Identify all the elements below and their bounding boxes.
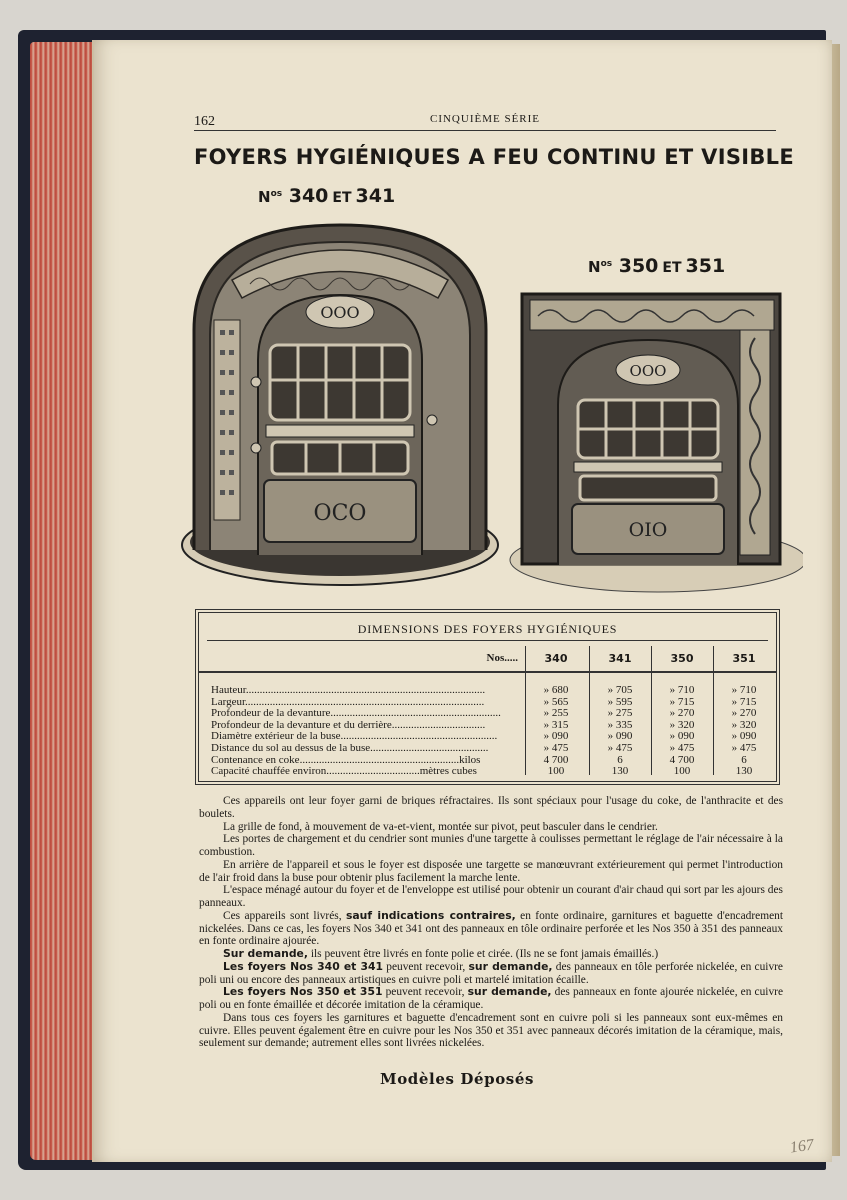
paragraph-text: La grille de fond, à mouvement de va-et-vient, montée sur pivot, peut basculer dans le cendrier.: [223, 820, 658, 833]
page-title: FOYERS HYGIÉNIQUES A FEU CONTINU ET VISIBLE: [194, 145, 795, 169]
svg-text:OOO: OOO: [629, 362, 667, 380]
table-cell: 100: [547, 765, 565, 778]
paragraph: [199, 910, 783, 948]
paragraph: [199, 821, 783, 834]
section-title: CINQUIÈME SÉRIE: [429, 113, 541, 125]
paragraph: [199, 986, 783, 1012]
table-cell: » 705: [607, 684, 633, 696]
model-label-350-351: $N^{os}$ 350 ET 351: [588, 255, 726, 277]
handwritten-page-number: 167: [788, 1136, 815, 1157]
paragraph: [199, 884, 783, 910]
table-title: DIMENSIONS DES FOYERS HYGIÉNIQUES: [357, 622, 618, 636]
table-cell: » 090: [543, 730, 569, 743]
column-header: 351: [732, 652, 756, 665]
model-label-340-341: $N^{os}$ 340 ET 341: [258, 185, 396, 207]
table-cell: 6: [617, 753, 623, 766]
table-cell: » 595: [607, 695, 633, 708]
paragraph-text: Ces appareils sont livrés,: [223, 909, 346, 922]
table-cell: » 090: [669, 730, 695, 743]
svg-text:OCO: OCO: [313, 501, 367, 526]
emphasis-text: Sur demande,: [223, 947, 308, 960]
table-cell: » 710: [731, 684, 757, 696]
dimensions-table: [198, 612, 777, 782]
table-cell: » 475: [669, 741, 695, 754]
table-cell: 130: [611, 765, 629, 778]
emphasis-text: sauf indications contraires,: [345, 908, 516, 922]
footer-registered-models: Modèles Déposés: [380, 1070, 535, 1088]
table-title-rule: [207, 640, 768, 641]
emphasis-text: sur demande,: [468, 959, 553, 973]
running-head: [194, 113, 776, 131]
paragraph-text: L'espace ménagé autour du foyer et de l'enveloppe est utilisé pour obtenir un courant d'air chaud qui sort par les ajours des panneaux.: [199, 884, 783, 909]
row-label: Largeur.......................................................................................: [211, 696, 485, 708]
table-cell: » 315: [543, 718, 569, 731]
table-cell: » 270: [731, 707, 757, 720]
emphasis-text: Les foyers Nos 340 et 341: [223, 959, 384, 973]
paragraph-text: peuvent recevoir,: [383, 960, 469, 973]
paragraph-text: des panneaux en fonte ajourée nickelée, en cuivre poli ou en fonte émaillée et décorée imitation de la céramique.: [199, 986, 784, 1011]
row-label: Profondeur de la devanture et du derrière..................................: [211, 719, 486, 731]
table-cell: » 320: [669, 718, 695, 731]
table-cell: 130: [735, 765, 753, 778]
nos-label: Nos.....: [486, 652, 518, 664]
paragraph-text: En arrière de l'appareil et sous le foyer est disposée une targette se manœuvrant extérieurement qui permet l'introduction de l'air froid dans la buse pour obtenir plus facilement la marche lente.: [199, 858, 783, 884]
svg-text:OOO: OOO: [320, 303, 360, 322]
table-cell: » 090: [607, 730, 633, 743]
emphasis-text: Les foyers Nos 350 et 351: [223, 985, 383, 999]
table-cell: 4 700: [669, 753, 695, 766]
row-label: Diamètre extérieur de la buse.........................................................: [211, 731, 498, 743]
paragraph-text: peuvent recevoir,: [382, 986, 468, 999]
table-cell: » 255: [543, 707, 569, 720]
column-header: 350: [670, 652, 694, 665]
table-cell: 4 700: [543, 753, 569, 766]
table-cell: » 275: [607, 707, 633, 720]
table-cell: » 715: [669, 695, 695, 708]
row-label: Hauteur.......................................................................................: [211, 685, 486, 696]
row-label: Distance du sol au dessus de la buse...........................................: [211, 742, 489, 754]
paragraph-text: Ces appareils ont leur foyer garni de briques réfractaires. Ils sont spéciaux pour l'usage du coke, de l'anthracite et des boulets.: [199, 795, 783, 820]
page-edges: [30, 42, 100, 1160]
column-header: 340: [544, 652, 568, 665]
paragraph-text: Les portes de chargement et du cendrier sont munies d'une targette à coulisses permettant le réglage de l'air nécessaire à la combustion.: [199, 833, 783, 858]
table-cell: » 475: [607, 741, 633, 754]
stove-350-351-illustration: [508, 290, 803, 602]
table-cell: » 090: [731, 730, 757, 743]
table-cell: 6: [741, 753, 747, 766]
table-cell: 100: [673, 765, 691, 778]
paragraph: [199, 859, 783, 885]
column-header: 341: [608, 652, 632, 665]
paragraph: [199, 795, 783, 821]
table-cell: » 710: [669, 684, 695, 696]
table-cell: » 475: [731, 741, 757, 754]
stove-340-341-illustration: [180, 220, 500, 600]
row-label: Capacité chauffée environ..................................mètres cubes: [211, 766, 477, 778]
paragraph: [199, 1012, 783, 1050]
table-cell: » 565: [543, 695, 569, 708]
paragraph-text: des panneaux en tôle perforée nickelée, en cuivre poli uni ou encore des panneaux artistiques en cuivre poli et martelé imitation écaille.: [199, 960, 783, 986]
paragraph: [199, 961, 783, 987]
paragraph-text: Dans tous ces foyers les garnitures et baguette d'encadrement sont en cuivre poli si les panneaux sont eux-mêmes en cuivre. Elles peuvent également être en cuivre pour les Nos 350 et 351 avec panneaux décorés imitation de la céramique, mais, seulement sur demande; autrement elles sont livrées nickelées.: [199, 1011, 783, 1050]
page-number: 162: [194, 114, 215, 129]
paragraph: [199, 833, 783, 859]
table-cell: » 335: [607, 718, 633, 731]
table-cell: » 475: [543, 741, 569, 754]
paragraph-text: ils peuvent être livrés en fonte polie et cirée. (Ils ne se font jamais émaillés.): [307, 948, 659, 960]
svg-text:OIO: OIO: [628, 519, 668, 541]
description-text: [199, 795, 783, 1050]
emphasis-text: sur demande,: [467, 985, 552, 999]
table-cell: » 680: [543, 684, 569, 696]
row-label: Profondeur de la devanture..............................................................: [211, 708, 501, 720]
row-label: Contenance en coke..........................................................kilos: [211, 754, 481, 766]
table-cell: » 270: [669, 707, 695, 720]
table-cell: » 320: [731, 718, 757, 731]
paragraph-text: en fonte ordinaire, garnitures et baguette d'encadrement nickelées. Dans ce cas, les foyers Nos 340 et 341 ont des panneaux en tôle ordinaire perforée et les Nos 350 à 351 des panneaux en fonte ordinaire ajourée.: [199, 909, 783, 948]
table-cell: » 715: [731, 695, 757, 708]
